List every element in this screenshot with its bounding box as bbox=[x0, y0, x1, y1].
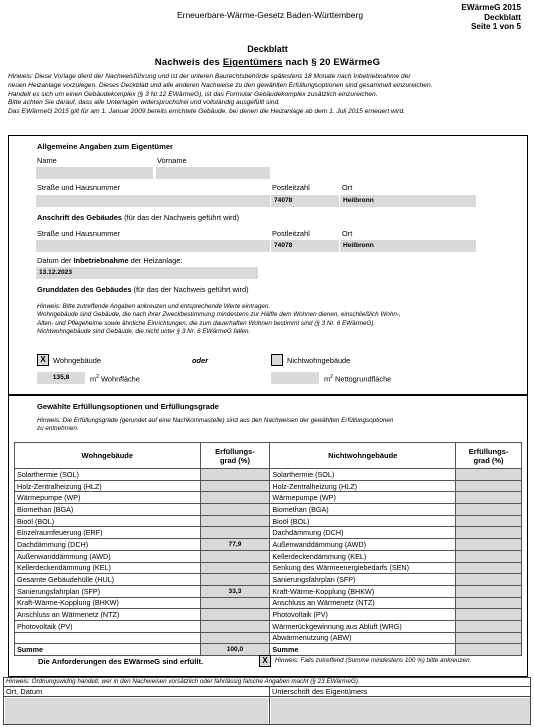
wohn-option-label: Sanierungsfahrplan (SFP) bbox=[15, 585, 201, 597]
page-title: Deckblatt bbox=[247, 44, 288, 54]
building-title-bold: Anschrift des Gebäudes bbox=[37, 213, 123, 222]
options-title: Gewählte Erfüllungsoptionen und Erfüllungsgrade bbox=[37, 402, 219, 411]
footer-hint: Hinweis: Ordnungswidrig handelt, wer in den Nachweisen vorsätzlich oder fahrlässig falsche Angaben macht (§ 23 EWärmeG). bbox=[6, 678, 360, 685]
wohnflaeche-text: Wohnfläche bbox=[98, 374, 140, 384]
nichtwohngebaeude-label: Nichtwohngebäude bbox=[287, 356, 351, 365]
hint-line: Bitte achten Sie darauf, dass alle Unterlagen widerspruchsfrei und vollständig ausgefüllt sind. bbox=[8, 99, 280, 107]
owner-plz-field[interactable]: 74078 bbox=[271, 195, 339, 207]
wohn-option-label: Holz-Zentralheizung (HLZ) bbox=[15, 480, 201, 492]
col-wohngebaeude: Wohngebäude bbox=[15, 443, 201, 469]
doc-type: Deckblatt bbox=[484, 12, 521, 22]
owner-ort-field[interactable]: Heilbronn bbox=[340, 195, 476, 207]
unit-sup: 2 bbox=[330, 374, 333, 380]
building-plz-field[interactable]: 74078 bbox=[271, 240, 339, 252]
table-row bbox=[15, 492, 522, 504]
table-row bbox=[15, 539, 522, 551]
building-street-field[interactable] bbox=[36, 240, 270, 252]
nwg-option-grade[interactable] bbox=[456, 562, 522, 574]
fulfilled-statement: Die Anforderungen des EWärmeG sind erfüllt. bbox=[38, 657, 204, 666]
date-label-post: der Heizanlage: bbox=[128, 256, 183, 265]
unterschrift-field[interactable] bbox=[271, 698, 530, 724]
name-field[interactable] bbox=[36, 167, 153, 179]
wohn-option-label: Kellerdeckendämmung (KEL) bbox=[15, 562, 201, 574]
nwg-option-grade[interactable] bbox=[456, 550, 522, 562]
table-row bbox=[15, 504, 522, 516]
owner-plz-label: Postleitzahl bbox=[272, 183, 310, 192]
sum-label-nwg: Summe bbox=[270, 644, 456, 656]
wohn-option-grade[interactable] bbox=[200, 469, 270, 481]
nwg-option-grade[interactable] bbox=[456, 527, 522, 539]
nwg-option-grade[interactable] bbox=[456, 585, 522, 597]
ort-datum-label: Ort, Datum bbox=[6, 687, 43, 696]
hint-line: Nichtwohngebäude sind Gebäude, die nicht unter § 3 Nr. 6 EWärmeG fallen. bbox=[37, 328, 251, 336]
wohn-option-label: Photovoltaik (PV) bbox=[15, 620, 201, 632]
hint-line: Hinweis: Die Erfüllungsgrade (gerundet auf eine Nachkommastelle) sind aus den Nachweisen der gewählten Erfüllungsoptionen bbox=[37, 417, 394, 424]
building-address-title bbox=[37, 213, 239, 222]
building-ort-field[interactable]: Heilbronn bbox=[340, 240, 476, 252]
nwg-option-label: Außenwanddämmung (AWD) bbox=[270, 539, 456, 551]
wohn-option-grade[interactable] bbox=[200, 609, 270, 621]
options-table bbox=[14, 442, 522, 656]
col-grad-line1: Erfüllungs- bbox=[468, 446, 509, 456]
table-row bbox=[15, 550, 522, 562]
footer-divider bbox=[3, 686, 531, 687]
nwg-option-grade[interactable] bbox=[456, 574, 522, 586]
hint-line: Wohngebäude sind Gebäude, die nach ihrer Zweckbestimmung mindestens zur Hälfte dem Wohnen dienen, einschließlich Wohn-, bbox=[37, 311, 401, 319]
wohn-option-label: Dachdämmung (DCH) bbox=[15, 539, 201, 551]
nwg-option-label: Senkung des Wärmeenergiebedarfs (SEN) bbox=[270, 562, 456, 574]
wohn-option-grade[interactable]: 77,9 bbox=[200, 539, 270, 551]
wohn-option-grade[interactable] bbox=[200, 550, 270, 562]
ort-datum-field[interactable] bbox=[5, 698, 268, 724]
wohn-option-grade[interactable] bbox=[200, 480, 270, 492]
hint-line: Handelt es sich um einen Gebäudekomplex (§ 3 Nr.12 EWärmeG), ist das Formular Gebäudekomplex zusätzlich einzureichen. bbox=[8, 90, 378, 98]
sum-row bbox=[15, 644, 522, 656]
building-ort-label: Ort bbox=[342, 229, 353, 238]
building-plz-label: Postleitzahl bbox=[272, 229, 310, 238]
col-grad-line1: Erfüllungs- bbox=[215, 446, 255, 456]
nwg-option-label: Anschluss an Wärmenetz (NTZ) bbox=[270, 597, 456, 609]
hint-line: zu entnehmen. bbox=[37, 425, 79, 433]
table-row bbox=[15, 620, 522, 632]
nwg-option-label: Holz-Zentralheizung (HLZ) bbox=[270, 480, 456, 492]
options-table-body bbox=[15, 469, 522, 656]
nwg-option-grade[interactable] bbox=[456, 480, 522, 492]
table-row bbox=[15, 609, 522, 621]
intro-hint bbox=[8, 73, 528, 117]
footer-column-divider bbox=[269, 686, 270, 725]
hint-line: Hinweis: Diese Vorlage dient der Nachweisführung und ist der unteren Baurechtsbehörde spätestens 18 Monate nach Inbetriebnahme der bbox=[8, 73, 411, 80]
unit-m: m bbox=[90, 374, 97, 384]
commissioning-date-label bbox=[37, 256, 182, 265]
grunddaten-title-bold: Grunddaten des Gebäudes bbox=[37, 285, 132, 294]
table-row bbox=[15, 632, 522, 644]
wohn-option-grade[interactable] bbox=[200, 562, 270, 574]
wohn-option-label bbox=[15, 632, 201, 644]
law-code: EWärmeG 2015 bbox=[461, 3, 521, 12]
nichtwohngebaeude-checkbox[interactable] bbox=[271, 354, 283, 366]
page-subtitle bbox=[0, 57, 535, 68]
table-row bbox=[15, 585, 522, 597]
subtitle-pre: Nachweis des bbox=[154, 57, 223, 68]
nwg-option-label: Bioöl (BOL) bbox=[270, 515, 456, 527]
wohn-option-grade[interactable] bbox=[200, 492, 270, 504]
table-row bbox=[15, 574, 522, 586]
commissioning-date-field[interactable]: 13.12.2023 bbox=[36, 267, 258, 279]
sum-grade-nwg[interactable] bbox=[456, 644, 522, 656]
sum-grade-wohn[interactable]: 100,0 bbox=[200, 644, 270, 656]
subtitle-post: nach § 20 EWärmeG bbox=[282, 57, 381, 68]
law-title: Erneuerbare-Wärme-Gesetz Baden-Württemberg bbox=[176, 10, 364, 20]
owner-ort-label: Ort bbox=[342, 183, 353, 192]
doc-header-right bbox=[461, 3, 521, 32]
nettogrundflaeche-field[interactable] bbox=[271, 372, 319, 384]
date-label-bold: Inbetriebnahme bbox=[73, 256, 129, 265]
wohn-option-grade[interactable] bbox=[200, 597, 270, 609]
nwg-option-grade[interactable] bbox=[456, 609, 522, 621]
table-row bbox=[15, 562, 522, 574]
subtitle-underlined: Eigentümers bbox=[222, 57, 283, 68]
unterschrift-label: Unterschrift des Eigentümers bbox=[272, 687, 368, 696]
wohn-option-label: Anschluss an Wärmenetz (NTZ) bbox=[15, 609, 201, 621]
col-grad-line2: grad (%) bbox=[473, 455, 504, 465]
vorname-field[interactable] bbox=[156, 167, 270, 179]
nwg-option-grade[interactable] bbox=[456, 469, 522, 481]
col-grad-line2: grad (%) bbox=[219, 455, 250, 465]
wohn-option-label: Wärmepumpe (WP) bbox=[15, 492, 201, 504]
table-row bbox=[15, 480, 522, 492]
nwg-option-grade[interactable] bbox=[456, 632, 522, 644]
name-label: Name bbox=[37, 156, 57, 165]
wohn-option-label: Kraft-Wärme-Kopplung (BHKW) bbox=[15, 597, 201, 609]
wohn-option-label: Einzelraumfeuerung (ERF) bbox=[15, 527, 201, 539]
page-indicator: Seite 1 von 5 bbox=[470, 22, 521, 31]
nwg-option-grade[interactable] bbox=[456, 539, 522, 551]
col-grad-nwg bbox=[456, 443, 522, 469]
building-street-label: Straße und Hausnummer bbox=[37, 229, 120, 238]
hint-line: Das EWärmeG 2015 gilt für am 1. Januar 2009 bereits errichtete Gebäude, bei denen die Heizanlage ab dem 1. Juli 2015 erneuert wird. bbox=[8, 108, 405, 116]
wohn-option-label: Außenwanddämmung (AWD) bbox=[15, 550, 201, 562]
unit-sup: 2 bbox=[96, 374, 99, 380]
table-row bbox=[15, 597, 522, 609]
hint-line: Hinweis: Bitte zutreffende Angaben ankreuzen und entsprechende Werte eintragen. bbox=[37, 303, 271, 310]
col-nichtwohngebaeude: Nichtwohngebäude bbox=[270, 443, 456, 469]
wohn-option-grade[interactable] bbox=[200, 515, 270, 527]
table-row bbox=[15, 527, 522, 539]
sum-label-wohn: Summe bbox=[15, 644, 201, 656]
wohn-option-grade[interactable] bbox=[200, 527, 270, 539]
footer-label-divider bbox=[3, 696, 531, 697]
oder-label: oder bbox=[192, 356, 209, 365]
wohn-option-label: Bioöl (BOL) bbox=[15, 515, 201, 527]
nwg-option-label: Photovoltaik (PV) bbox=[270, 609, 456, 621]
col-grad-wohn bbox=[200, 443, 270, 469]
wohnflaeche-label bbox=[90, 374, 140, 383]
wohn-option-grade[interactable] bbox=[200, 620, 270, 632]
nwg-option-label: Kraft-Wärme-Kopplung (BHKW) bbox=[270, 585, 456, 597]
nettogrundflaeche-label bbox=[324, 374, 391, 383]
fulfilled-checkbox[interactable]: X bbox=[259, 655, 271, 667]
hint-line: neuen Heizanlage vorzulegen. Dieses Deckblatt und alle anderen Nachweise zu den gewählten Erfüllungsoptionen sind gesammelt einzureichen. bbox=[8, 81, 433, 89]
wohngebaeude-label: Wohngebäude bbox=[53, 356, 101, 365]
fulfilled-hint: Hinweis: Falls zutreffend (Summe mindestens 100 %) bitte ankreuzen. bbox=[275, 657, 472, 664]
owner-street-field[interactable] bbox=[36, 195, 270, 207]
nwg-option-label: Sanierungsfahrplan (SFP) bbox=[270, 574, 456, 586]
nwg-option-grade[interactable] bbox=[456, 597, 522, 609]
date-label-pre: Datum der bbox=[37, 256, 74, 265]
nwg-option-grade[interactable] bbox=[456, 620, 522, 632]
building-title-rest: (für das der Nachweis geführt wird) bbox=[122, 213, 240, 222]
table-row bbox=[15, 469, 522, 481]
grunddaten-hint bbox=[37, 303, 517, 337]
nwg-option-label: Biomethan (BGA) bbox=[270, 504, 456, 516]
table-row bbox=[15, 515, 522, 527]
nwg-option-label: Wärmepumpe (WP) bbox=[270, 492, 456, 504]
wohngebaeude-checkbox[interactable]: X bbox=[37, 354, 49, 366]
grunddaten-title bbox=[37, 285, 249, 294]
owner-section-title: Allgemeine Angaben zum Eigentümer bbox=[37, 142, 174, 151]
vorname-label: Vorname bbox=[157, 156, 187, 165]
wohn-option-label: Solarthermie (SOL) bbox=[15, 469, 201, 481]
nwg-option-label: Dachdämmung (DCH) bbox=[270, 527, 456, 539]
wohn-option-grade[interactable] bbox=[200, 574, 270, 586]
nwg-option-grade[interactable] bbox=[456, 504, 522, 516]
nwg-option-label: Solarthermie (SOL) bbox=[270, 469, 456, 481]
wohn-option-grade[interactable] bbox=[200, 632, 270, 644]
wohn-option-grade[interactable]: 33,3 bbox=[200, 585, 270, 597]
nwg-option-label: Abwärmenutzung (ABW) bbox=[270, 632, 456, 644]
ngf-text: Nettogrundfläche bbox=[332, 374, 392, 384]
owner-street-label: Straße und Hausnummer bbox=[37, 183, 120, 192]
hint-line: Alten- und Pflegeheime sowie ähnliche Einrichtungen, die zum dauerhaften Wohnen bestimmt sind (§ 3 Nr. 6 EWärmeG). bbox=[37, 319, 376, 327]
nwg-option-grade[interactable] bbox=[456, 515, 522, 527]
wohn-option-label: Biomethan (BGA) bbox=[15, 504, 201, 516]
wohnflaeche-field[interactable]: 135,8 bbox=[37, 372, 85, 384]
nwg-option-label: Wärmerückgewinnung aus Abluft (WRG) bbox=[270, 620, 456, 632]
wohn-option-label: Gesamte Gebäudehülle (HUL) bbox=[15, 574, 201, 586]
unit-m: m bbox=[324, 374, 331, 384]
options-hint bbox=[37, 417, 507, 434]
grunddaten-title-rest: (für das der Nachweis geführt wird) bbox=[131, 285, 249, 294]
nwg-option-label: Kellerdeckendämmung (KEL) bbox=[270, 550, 456, 562]
nwg-option-grade[interactable] bbox=[456, 492, 522, 504]
wohn-option-grade[interactable] bbox=[200, 504, 270, 516]
